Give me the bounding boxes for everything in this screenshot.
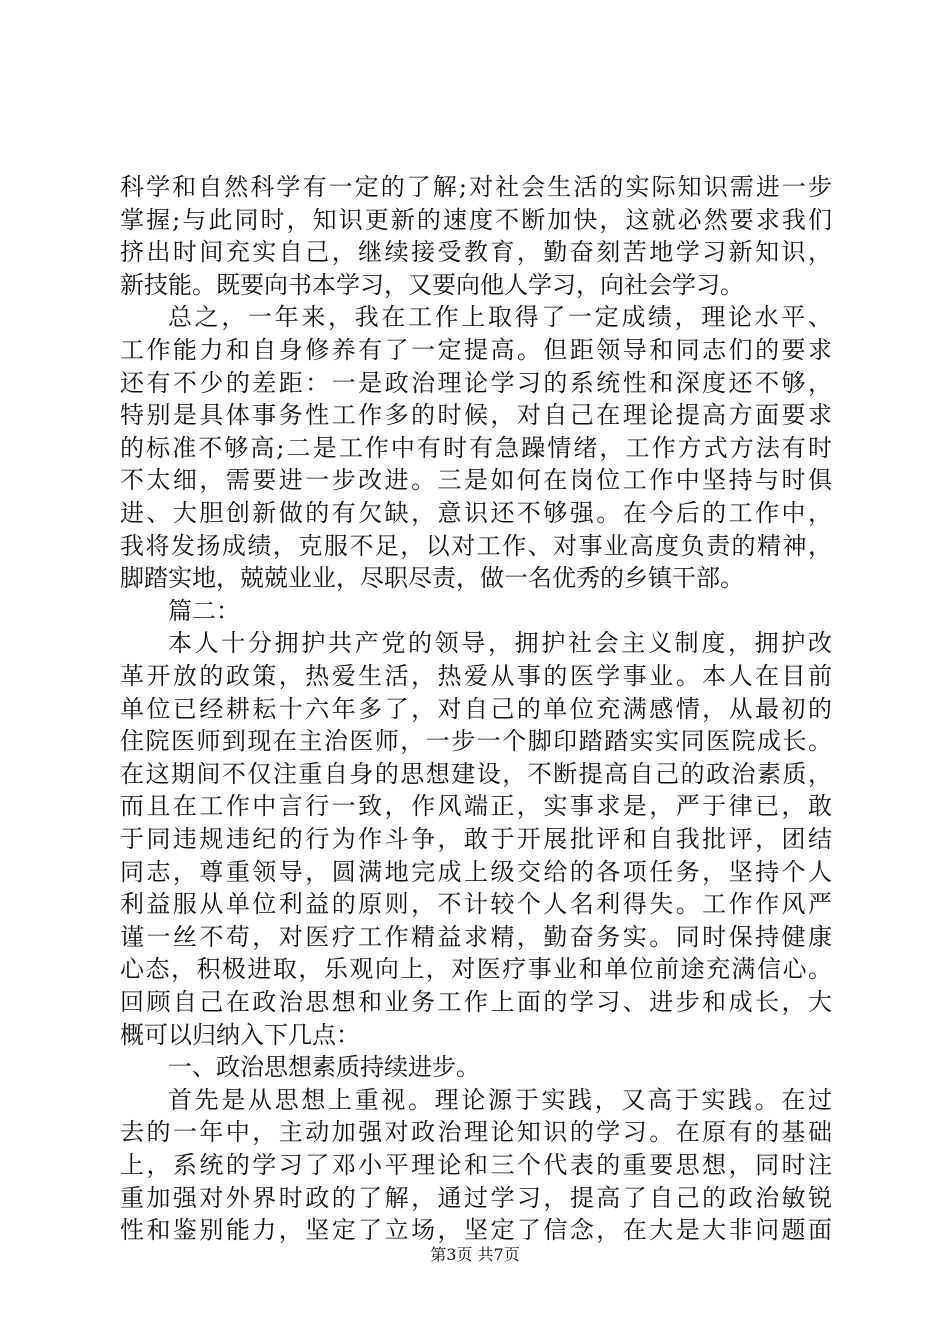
page-footer: 第3页 共7页 xyxy=(430,1245,520,1264)
text-line: 而且在工作中言行一致，作风端正，实事求是，严于律已，敢 xyxy=(120,792,832,821)
text-line: 进、大胆创新做的有欠缺，意识还不够强。在今后的工作中， xyxy=(120,499,832,527)
text-line: 上，系统的学习了邓小平理论和三个代表的重要思想，同时注 xyxy=(120,1151,832,1179)
text-line: 概可以归纳入下几点： xyxy=(120,1020,360,1049)
text-line: 一、政治思想素质持续进步。 xyxy=(168,1053,480,1082)
text-line: 本人十分拥护共产党的领导，拥护社会主义制度，拥护改 xyxy=(168,629,832,658)
text-line: 我将发扬成绩，克服不足，以对工作、对事业高度负责的精神， xyxy=(120,531,832,560)
text-line: 于同违规违纪的行为作斗争，敢于开展批评和自我批评，团结 xyxy=(120,825,832,853)
text-line: 同志，尊重领导，圆满地完成上级交给的各项任务，坚持个人 xyxy=(120,857,832,886)
text-line: 篇二： xyxy=(168,596,240,625)
text-line: 特别是具体事务性工作多的时候，对自己在理论提高方面要求 xyxy=(120,401,832,430)
text-line: 首先是从思想上重视。理论源于实践，又高于实践。在过 xyxy=(168,1085,832,1114)
text-line: 重加强对外界时政的了解，通过学习，提高了自己的政治敏锐 xyxy=(120,1183,832,1212)
text-line: 挤出时间充实自己，继续接受教育，勤奋刻苦地学习新知识， xyxy=(120,238,832,267)
text-line: 的标准不够高;二是工作中有时有急躁情绪，工作方式方法有时 xyxy=(120,433,832,462)
text-line: 脚踏实地，兢兢业业，尽职尽责，做一名优秀的乡镇干部。 xyxy=(120,564,744,593)
text-line: 工作能力和自身修养有了一定提高。但距领导和同志们的要求 xyxy=(120,336,832,364)
text-line: 住院医师到现在主治医师，一步一个脚印踏踏实实同医院成长。 xyxy=(120,727,832,756)
text-line: 新技能。既要向书本学习，又要向他人学习，向社会学习。 xyxy=(120,270,744,299)
text-line: 不太细，需要进一步改进。三是如何在岗位工作中坚持与时俱 xyxy=(120,466,832,495)
text-line: 去的一年中，主动加强对政治理论知识的学习。在原有的基础 xyxy=(120,1118,832,1147)
text-line: 性和鉴别能力，坚定了立场，坚定了信念，在大是大非问题面 xyxy=(120,1216,832,1245)
text-line: 心态，积极进取，乐观向上，对医疗事业和单位前途充满信心。 xyxy=(120,955,832,984)
text-line: 掌握;与此同时，知识更新的速度不断加快，这就必然要求我们 xyxy=(120,205,832,234)
text-line: 还有不少的差距：一是政治理论学习的系统性和深度还不够， xyxy=(120,368,832,397)
text-line: 总之，一年来，我在工作上取得了一定成绩，理论水平、 xyxy=(168,303,832,332)
text-line: 谨一丝不苟，对医疗工作精益求精，勤奋务实。同时保持健康 xyxy=(120,922,832,951)
text-line: 在这期间不仅注重自身的思想建设，不断提高自己的政治素质， xyxy=(120,759,832,788)
text-line: 科学和自然科学有一定的了解;对社会生活的实际知识需进一步 xyxy=(120,173,832,201)
text-line: 单位已经耕耘十六年多了，对自己的单位充满感情，从最初的 xyxy=(120,694,832,723)
text-line: 革开放的政策，热爱生活，热爱从事的医学事业。本人在目前 xyxy=(120,662,832,690)
text-line: 利益服从单位利益的原则，不计较个人名利得失。工作作风严 xyxy=(120,890,832,919)
text-line: 回顾自己在政治思想和业务工作上面的学习、进步和成长，大 xyxy=(120,988,832,1016)
